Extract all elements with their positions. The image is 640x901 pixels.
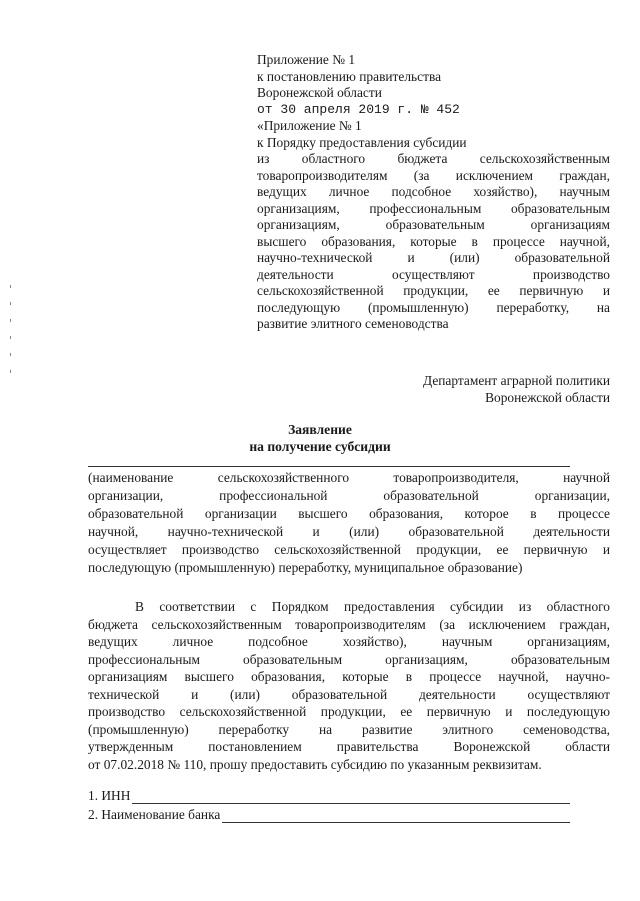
caption-line: (наименование сельскохозяйственного товаропроизводителя, научной — [88, 470, 610, 485]
paragraph-line: (промышленную) переработку на развитие элитного семеноводства, — [88, 721, 610, 737]
scan-margin-marks — [8, 285, 14, 555]
paragraph-line: профессиональным образовательным организациям, образовательным — [88, 651, 610, 667]
header-line: товаропроизводителям (за исключением граждан, — [257, 167, 610, 183]
addressee-line: Департамент аграрной политики — [423, 373, 610, 388]
document-title — [0, 421, 640, 455]
paragraph-line: утвержденным постановлением правительства Воронежской области — [88, 739, 610, 754]
caption-line: научной, научно-технической и (или) образовательной деятельности — [88, 524, 610, 539]
header-line: организациям, образовательным организациям — [257, 217, 610, 232]
paragraph-line: В соответствии с Порядком предоставления субсидии из областного — [135, 599, 610, 614]
header-line: «Приложение № 1 — [257, 118, 362, 133]
header-line: к Порядку предоставления субсидии — [257, 134, 467, 150]
addressee-line: Воронежской области — [485, 390, 610, 405]
paragraph-line: от 07.02.2018 № 110, прошу предоставить субсидию по указанным реквизитам. — [88, 756, 542, 772]
inn-row — [88, 787, 610, 804]
inn-label: 1. ИНН — [88, 788, 131, 803]
caption-line: осуществляет производство сельскохозяйственной продукции, ее первичную и — [88, 542, 610, 557]
header-date-line: от 30 апреля 2019 г. № 452 — [257, 101, 460, 117]
applicant-field-caption — [88, 469, 610, 577]
paragraph-line: бюджета сельскохозяйственным товаропроизводителям (за исключением граждан, — [88, 616, 610, 632]
header-line: развитие элитного семеноводства — [257, 316, 449, 331]
paragraph-line: технической и (или) образовательной деятельности осуществляют — [88, 686, 610, 702]
paragraph-line: производство сельскохозяйственной продукции, ее первичную и последующую — [88, 704, 610, 719]
header-line: Приложение № 1 — [257, 52, 356, 67]
caption-line: образовательной организации высшего образования, которое в процессе — [88, 506, 610, 521]
title-line: Заявление — [288, 422, 352, 437]
appendix-header — [257, 52, 610, 333]
paragraph-line: организациям высшего образования, которые в процессе научной, научно- — [88, 669, 610, 684]
caption-line: последующую (промышленную) переработку, муниципальное образование) — [88, 560, 523, 575]
bank-label: 2. Наименование банка — [88, 807, 221, 822]
header-line: организациям, профессиональным образовательным — [257, 200, 610, 216]
caption-line: организации, профессиональной образовательной организации, — [88, 488, 610, 503]
inn-field[interactable] — [132, 790, 570, 804]
title-line: на получение субсидии — [249, 439, 391, 454]
header-line: из областного бюджета сельскохозяйственным — [257, 151, 610, 166]
header-line: деятельности осуществляют производство — [257, 266, 610, 282]
applicant-name-field-line[interactable] — [88, 466, 570, 467]
header-line: научно-технической и (или) образовательной — [257, 250, 610, 265]
bank-row — [88, 806, 610, 823]
request-paragraph — [88, 598, 610, 773]
paragraph-line: ведущих личное подсобное хозяйство), научным организациям, — [88, 634, 610, 649]
header-line: последующую (промышленную) переработку, на — [257, 299, 610, 315]
header-line: Воронежской области — [257, 85, 382, 100]
addressee — [423, 372, 610, 406]
bank-name-field[interactable] — [222, 809, 570, 823]
header-line: сельскохозяйственной продукции, ее первичную и — [257, 283, 610, 298]
header-line: к постановлению правительства — [257, 68, 442, 84]
header-line: ведущих личное подсобное хозяйство), научным — [257, 184, 610, 199]
header-line: высшего образования, которые в процессе научной, — [257, 233, 610, 249]
